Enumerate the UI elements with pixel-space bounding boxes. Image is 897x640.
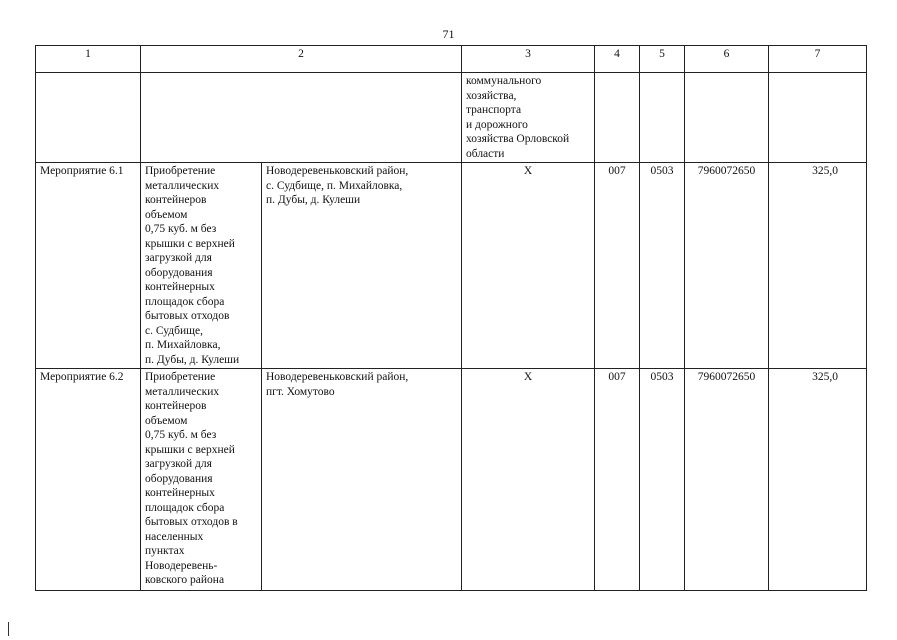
cont-col-1 bbox=[36, 73, 141, 163]
continuation-row bbox=[36, 73, 867, 163]
budget-table bbox=[35, 45, 867, 591]
header-col-7: 7 bbox=[769, 46, 867, 73]
header-col-5: 5 bbox=[640, 46, 685, 73]
table-row bbox=[36, 163, 867, 369]
cont-col-2 bbox=[141, 73, 462, 163]
cont-col-4 bbox=[595, 73, 640, 163]
header-col-2: 2 bbox=[141, 46, 462, 73]
code-csr-cell: 7960072650 bbox=[685, 163, 769, 369]
measure-description-cell: Приобретение металлических контейнеров объемом 0,75 куб. м без крышки с верхней загрузкой для оборудования контейнерных площадок сбора бытовых отходов в населенных пунктах Новодеревень- ковского района bbox=[141, 369, 262, 591]
scan-artifact bbox=[8, 622, 9, 636]
responsible-executor-cell: коммунального хозяйства, транспорта и дорожного хозяйства Орловской области bbox=[462, 73, 595, 163]
code-grbs-cell: 007 bbox=[595, 163, 640, 369]
header-col-4: 4 bbox=[595, 46, 640, 73]
executor-cell: Х bbox=[462, 163, 595, 369]
measure-name-cell: Мероприятие 6.2 bbox=[36, 369, 141, 591]
cont-col-5 bbox=[640, 73, 685, 163]
executor-cell: Х bbox=[462, 369, 595, 591]
page-number: 71 bbox=[442, 27, 455, 41]
cont-col-6 bbox=[685, 73, 769, 163]
measure-description-cell: Приобретение металлических контейнеров объемом 0,75 куб. м без крышки с верхней загрузкой для оборудования контейнерных площадок сбора бытовых отходов с. Судбище, п. Михайловка, п. Дубы, д. Кулеши bbox=[141, 163, 262, 369]
location-cell: Новодеревеньковский район, пгт. Хомутово bbox=[262, 369, 462, 591]
code-rzpr-cell: 0503 bbox=[640, 163, 685, 369]
header-col-3: 3 bbox=[462, 46, 595, 73]
code-rzpr-cell: 0503 bbox=[640, 369, 685, 591]
code-csr-cell: 7960072650 bbox=[685, 369, 769, 591]
header-col-1: 1 bbox=[36, 46, 141, 73]
header-col-6: 6 bbox=[685, 46, 769, 73]
cont-col-7 bbox=[769, 73, 867, 163]
amount-cell: 325,0 bbox=[769, 163, 867, 369]
code-grbs-cell: 007 bbox=[595, 369, 640, 591]
location-cell: Новодеревеньковский район, с. Судбище, п. Михайловка, п. Дубы, д. Кулеши bbox=[262, 163, 462, 369]
table-header-row bbox=[36, 46, 867, 73]
amount-cell: 325,0 bbox=[769, 369, 867, 591]
table-row bbox=[36, 369, 867, 591]
measure-name-cell: Мероприятие 6.1 bbox=[36, 163, 141, 369]
